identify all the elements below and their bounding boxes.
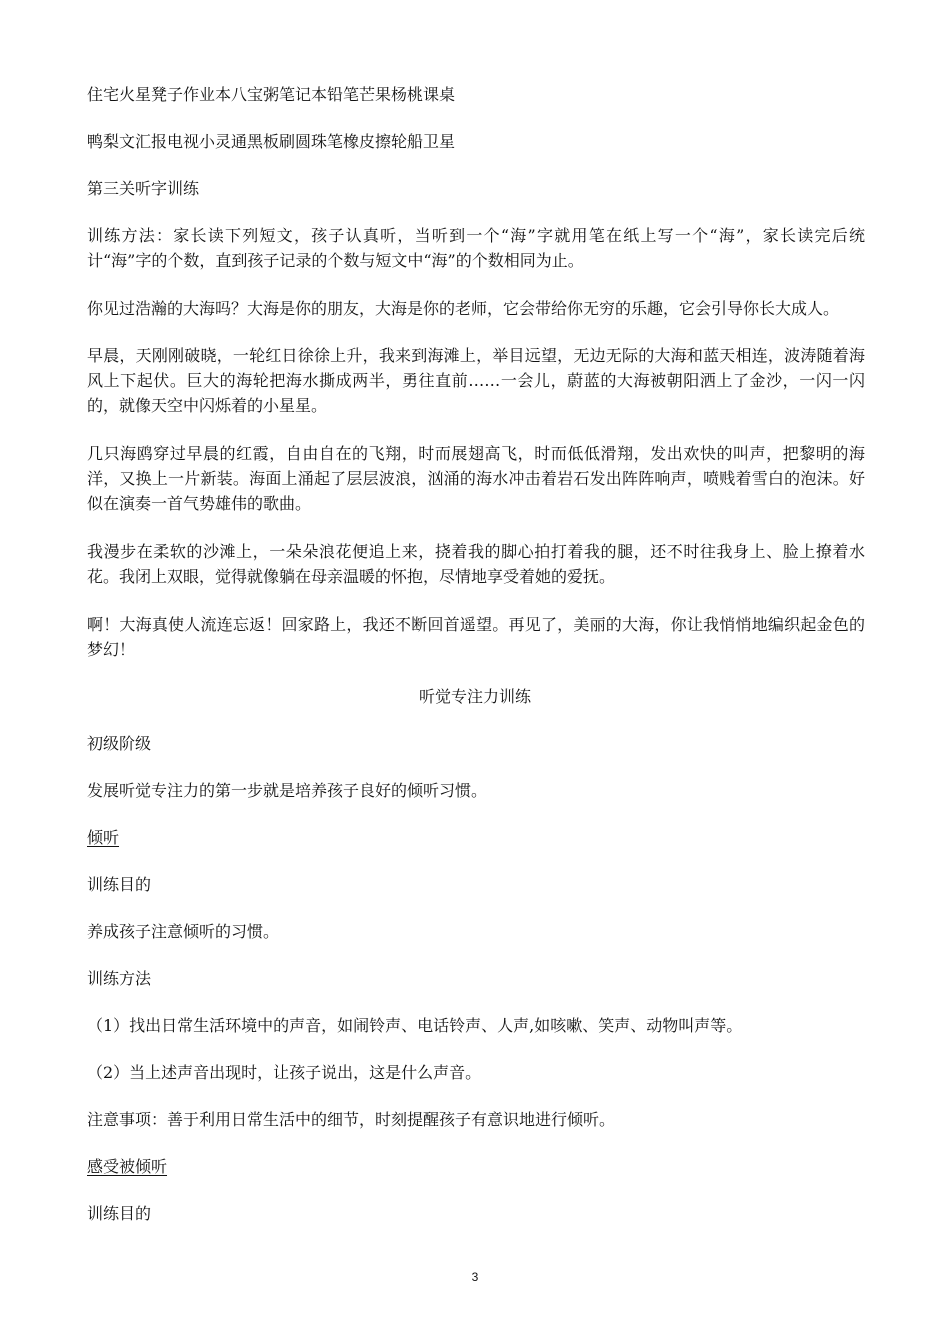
main-section-title: 听觉专注力训练 bbox=[418, 687, 531, 706]
training-method-paragraph: 训练方法：家长读下列短文，孩子认真听，当听到一个“海”字就用笔在纸上写一个“海”，家长读完后统计“海”字的个数，直到孩子记录的个数与短文中“海”的个数相同为止。 bbox=[87, 226, 865, 270]
notes-paragraph: 注意事项：善于利用日常生活中的细节，时刻提醒孩子有意识地进行倾听。 bbox=[87, 1110, 616, 1129]
section-heading-level-3: 第三关听字训练 bbox=[87, 179, 200, 198]
story-paragraph-4: 我漫步在柔软的沙滩上，一朵朵浪花便追上来，挠着我的脚心拍打着我的腿，还不时往我身上、脸上撩着水花。我闭上双眼，觉得就像躺在母亲温暖的怀抱，尽情地享受着她的爱抚。 bbox=[87, 542, 865, 586]
story-paragraph-3: 几只海鸥穿过早晨的红霞，自由自在的飞翔，时而展翅高飞，时而低低滑翔，发出欢快的叫声，把黎明的海洋，又换上一片新装。海面上涌起了层层波浪，汹涌的海水冲击着岩石发出阵阵响声，喷贱着雪白的泡沫。好似在演奏一首气势雄伟的歌曲。 bbox=[87, 444, 865, 513]
method-step-2: （2）当上述声音出现时，让孩子说出，这是什么声音。 bbox=[87, 1063, 482, 1082]
subsection-title-listening: 倾听 bbox=[87, 828, 120, 847]
method-step-1: （1）找出日常生活环境中的声音，如闹铃声、电话铃声、人声,如咳嗽、笑声、动物叫声等。 bbox=[87, 1016, 743, 1035]
training-goal-label-1: 训练目的 bbox=[87, 875, 152, 894]
story-paragraph-1: 你见过浩瀚的大海吗？大海是你的朋友，大海是你的老师，它会带给你无穷的乐趣，它会引导你长大成人。 bbox=[87, 299, 840, 318]
training-goal-label-2: 训练目的 bbox=[87, 1204, 152, 1223]
stage-intro-paragraph: 发展听觉专注力的第一步就是培养孩子良好的倾听习惯。 bbox=[87, 781, 488, 800]
page-number: 3 bbox=[471, 1270, 479, 1284]
training-method-label: 训练方法 bbox=[87, 969, 152, 988]
story-paragraph-2: 早晨，天刚刚破晓，一轮红日徐徐上升，我来到海滩上，举目远望，无边无际的大海和蓝天相连，波涛随着海风上下起伏。巨大的海轮把海水撕成两半，勇往直前……一会儿，蔚蓝的大海被朝阳洒上了金沙，一闪一闪的，就像天空中闪烁着的小星星。 bbox=[87, 346, 865, 415]
word-list-line-2: 鸭梨文汇报电视小灵通黑板刷圆珠笔橡皮擦轮船卫星 bbox=[87, 132, 456, 151]
subsection-title-being-heard: 感受被倾听 bbox=[87, 1157, 168, 1176]
training-goal-text-1: 养成孩子注意倾听的习惯。 bbox=[87, 922, 280, 941]
story-paragraph-5: 啊！大海真使人流连忘返！回家路上，我还不断回首遥望。再见了，美丽的大海，你让我悄悄地编织起金色的梦幻！ bbox=[87, 615, 865, 659]
word-list-line-1: 住宅火星凳子作业本八宝粥笔记本铅笔芒果杨桃课桌 bbox=[87, 85, 456, 104]
stage-heading: 初级阶级 bbox=[87, 734, 152, 753]
